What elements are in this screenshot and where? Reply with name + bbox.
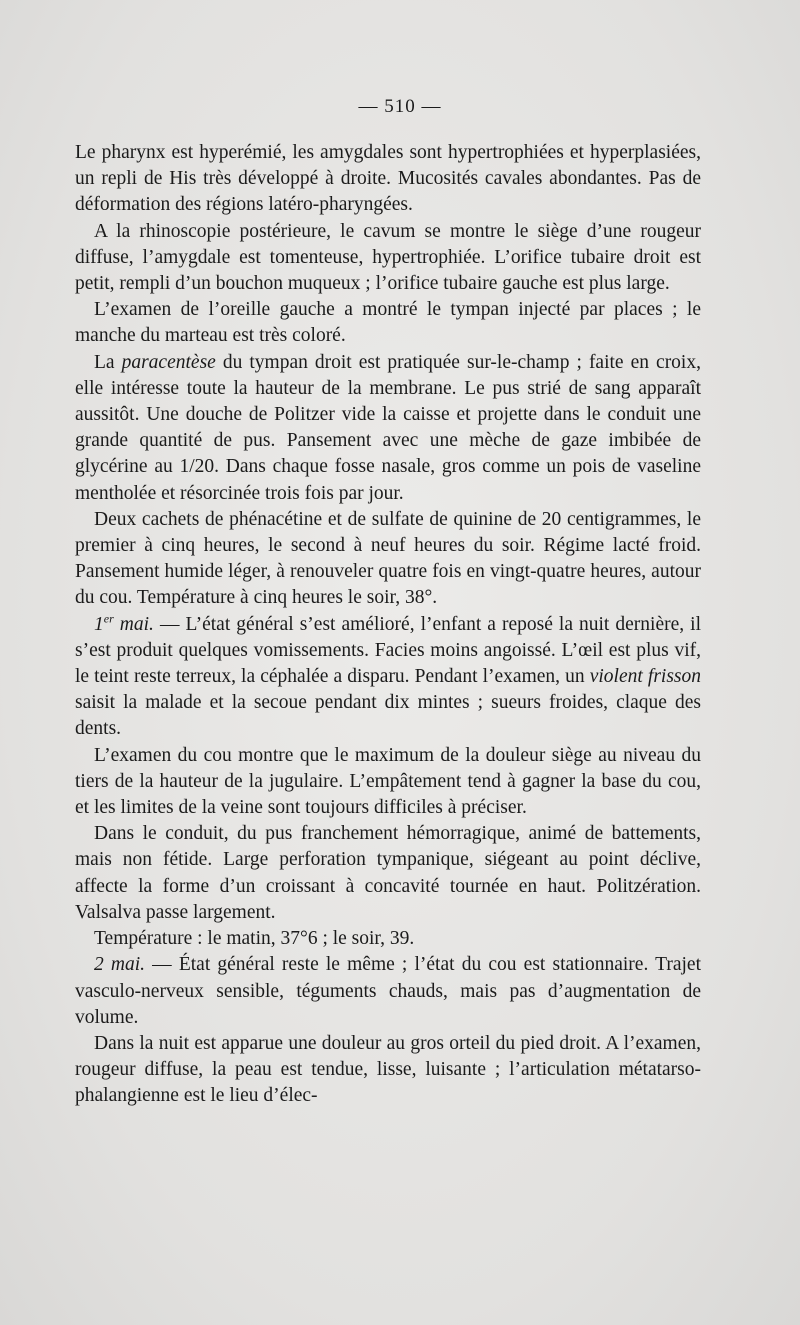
paracentese-prefix: La bbox=[94, 351, 122, 373]
1er-mai-rest: saisit la malade et la secoue pendant dix mintes ; sueurs froides, claque des dents. bbox=[75, 692, 701, 740]
paragraph-temperature: Température : le matin, 37°6 ; le soir, 39. bbox=[94, 928, 415, 950]
paragraph-orteil: Dans la nuit est apparue une douleur au gros orteil du pied droit. A l’examen, rougeur diffuse, la peau est tendue, lisse, luisante ; l’articulation métatarso-phalangienne est le lieu d’élec- bbox=[75, 1032, 701, 1107]
paragraph-oreille: L’examen de l’oreille gauche a montré le tympan injecté par places ; le manche du marteau est très coloré. bbox=[75, 299, 701, 347]
paragraph-cachets: Deux cachets de phénacétine et de sulfate de quinine de 20 centigrammes, le premier à cinq heures, le second à neuf heures du soir. Régime lacté froid. Pansement humide léger, à renouveler quatre fois en vingt-quatre heures, autour du cou. Température à cinq heures le soir, 38°. bbox=[75, 508, 701, 609]
page-number: — 510 — bbox=[358, 96, 442, 117]
paragraph-paracentese bbox=[75, 350, 701, 507]
paragraph-pharynx: Le pharynx est hyperémié, les amygdales sont hypertrophiées et hyperplasiées, un repli de His très développé à droite. Mucosités cavales abondantes. Pas de déformation des régions latéro-pharyngées. bbox=[75, 142, 701, 216]
date-1er-mai bbox=[94, 611, 154, 635]
paragraph-examen-cou: L’examen du cou montre que le maximum de la douleur siège au niveau du tiers de la hauteur de la jugulaire. L’empâtement tend à gagner la base du cou, et les limites de la veine sont toujours difficiles à préciser. bbox=[75, 744, 701, 819]
paracentese-rest: du tympan droit est pratiquée sur-le-champ ; faite en croix, elle intéresse toute la hauteur de la membrane. Le pus strié de sang apparaît aussitôt. Une douche de Politzer vide la caisse et projette dans le conduit une grande quantité de pus. Pansement avec une mèche de gaze imbibée de glycérine au 1/20. Dans chaque fosse nasale, gros comme un pois de vaseline mentholée et résorcinée trois fois par jour. bbox=[75, 351, 701, 504]
paragraph-2-mai bbox=[75, 952, 701, 1031]
date-1-suffix: er bbox=[103, 611, 114, 626]
2-mai-text: — État général reste le même ; l’état du cou est stationnaire. Trajet vasculo-nerveux sensible, téguments chauds, mais pas d’augmentation de volume. bbox=[75, 954, 701, 1028]
violent-frisson: violent frisson bbox=[589, 666, 702, 688]
1er-mai-text: — L’état général s’est amélioré, l’enfant a reposé la nuit dernière, il s’est produit quelques vomissements. Facies moins angoissé. L’œil est plus vif, le teint reste terreux, la céphalée a disparu. Pendant l’examen, un bbox=[75, 613, 702, 688]
date-1-number: 1 bbox=[94, 613, 104, 635]
body-text bbox=[75, 140, 701, 1110]
paragraph-conduit: Dans le conduit, du pus franchement hémorragique, animé de battements, mais non fétide. Large perforation tympanique, siégeant au point déclive, affecte la forme d’un croissant à concavité tournée en haut. Politzération. Valsalva passe largement. bbox=[75, 823, 701, 923]
paragraph-1er-mai bbox=[75, 612, 701, 743]
paragraph-rhinoscopie: A la rhinoscopie postérieure, le cavum se montre le siège d’une rougeur diffuse, l’amygdale est tomenteuse, hypertrophiée. L’orifice tubaire droit est petit, rempli d’un bouchon muqueux ; l’orifice tubaire gauche est plus large. bbox=[75, 220, 701, 295]
date-2-mai: 2 mai. bbox=[94, 954, 146, 976]
paracentese-term: paracentèse bbox=[121, 351, 216, 373]
date-1-month: mai. bbox=[113, 613, 154, 635]
